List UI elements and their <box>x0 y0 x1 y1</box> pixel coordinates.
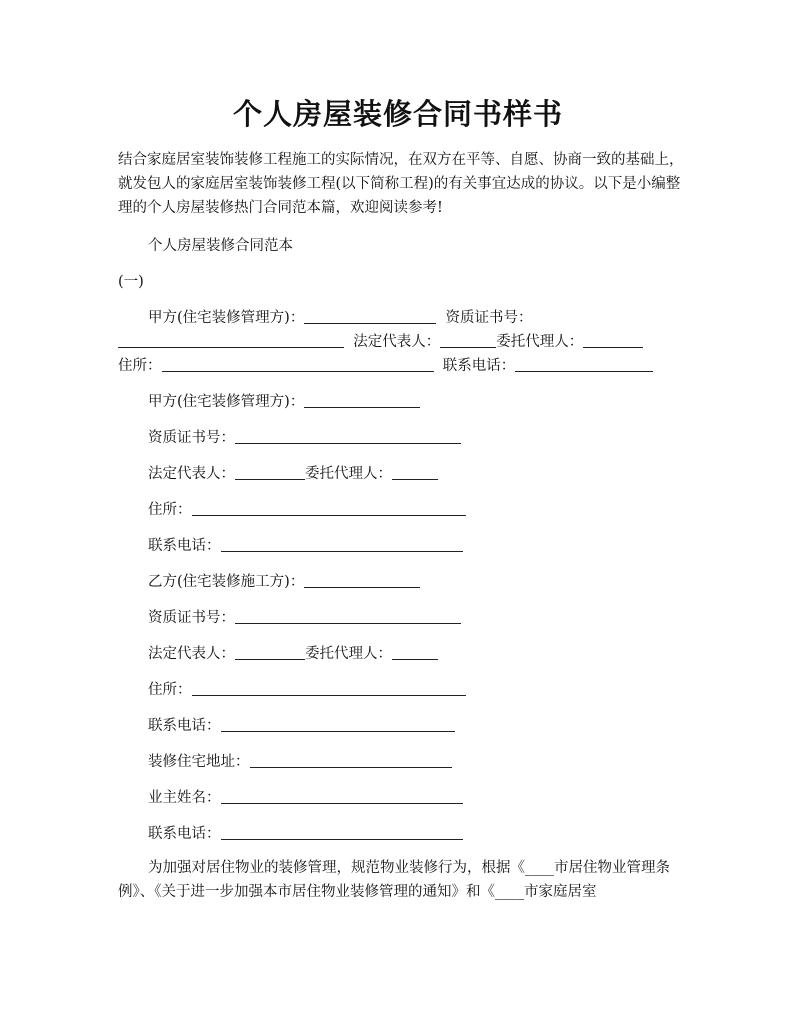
agent-label: 委托代理人： <box>496 334 584 350</box>
field-label: 乙方(住宅装修施工方)： <box>148 574 305 590</box>
field-blank <box>221 716 455 732</box>
field-label: 联系电话： <box>148 826 221 842</box>
field-blank <box>304 572 420 588</box>
field-blank <box>235 608 461 624</box>
field-blank <box>221 824 463 840</box>
address-blank <box>162 356 434 372</box>
field-label: 联系电话： <box>148 718 221 734</box>
field-phone-a <box>148 534 463 555</box>
section-number: (一) <box>118 274 144 290</box>
field-cert-a <box>148 426 461 447</box>
field-label: 法定代表人： <box>148 466 235 482</box>
field-address-a <box>148 498 466 519</box>
field-blank <box>392 464 438 480</box>
party-a-blank <box>304 308 436 324</box>
field-label: 委托代理人： <box>305 646 392 662</box>
field-party-b <box>148 570 420 591</box>
field-label: 委托代理人： <box>305 466 392 482</box>
field-label: 法定代表人： <box>148 646 235 662</box>
legal-rep-blank <box>440 332 496 348</box>
cert-label: 资质证书号： <box>445 310 533 326</box>
field-blank <box>304 392 420 408</box>
block1-line2 <box>118 330 643 351</box>
phone-label: 联系电话： <box>442 358 516 374</box>
field-blank <box>250 752 452 768</box>
field-label: 资质证书号： <box>148 430 235 446</box>
phone-blank <box>515 356 653 372</box>
field-address-b <box>148 678 466 699</box>
field-blank <box>192 680 466 696</box>
field-label: 住所： <box>148 502 192 518</box>
field-phone-b <box>148 714 455 735</box>
block1-line1 <box>148 306 533 327</box>
field-label: 资质证书号： <box>148 610 235 626</box>
field-house-address <box>148 750 452 771</box>
field-owner-name <box>148 786 463 807</box>
field-cert-b <box>148 606 461 627</box>
field-label: 装修住宅地址： <box>148 754 250 770</box>
field-rep-a <box>148 462 438 483</box>
closing-paragraph: 为加强对居住物业的装修管理，规范物业装修行为，根据《____市居住物业管理条例》、《关于进一步加强本市居住物业装修管理的通知》和《____市家庭居室 <box>118 860 670 900</box>
field-blank <box>221 788 463 804</box>
field-blank <box>235 428 461 444</box>
field-blank <box>235 464 305 480</box>
address-label: 住所： <box>118 358 162 374</box>
field-blank <box>392 644 438 660</box>
legal-rep-label: 法定代表人： <box>353 334 441 350</box>
intro-text: 结合家庭居室装饰装修工程施工的实际情况，在双方在平等、自愿、协商一致的基础上，就发包人的家庭居室装饰装修工程(以下简称工程)的有关事宜达成的协议。以下是小编整理的个人房屋装修热门合同范本篇，欢迎阅读参考! <box>118 152 684 216</box>
party-a-label: 甲方(住宅装修管理方)： <box>148 310 305 326</box>
contract-subtitle: 个人房屋装修合同范本 <box>148 238 293 254</box>
field-owner-phone <box>148 822 463 843</box>
field-blank <box>235 644 305 660</box>
cert-blank <box>118 332 344 348</box>
field-label: 住所： <box>148 682 192 698</box>
field-label: 业主姓名： <box>148 790 221 806</box>
field-label: 甲方(住宅装修管理方)： <box>148 394 305 410</box>
field-blank <box>221 536 463 552</box>
intro-paragraph <box>118 148 684 220</box>
field-party-a <box>148 390 420 411</box>
agent-blank <box>583 332 643 348</box>
field-label: 联系电话： <box>148 538 221 554</box>
document-title: 个人房屋装修合同书样书 <box>232 97 563 131</box>
field-rep-b <box>148 642 438 663</box>
block1-line3 <box>118 354 653 375</box>
field-blank <box>192 500 466 516</box>
